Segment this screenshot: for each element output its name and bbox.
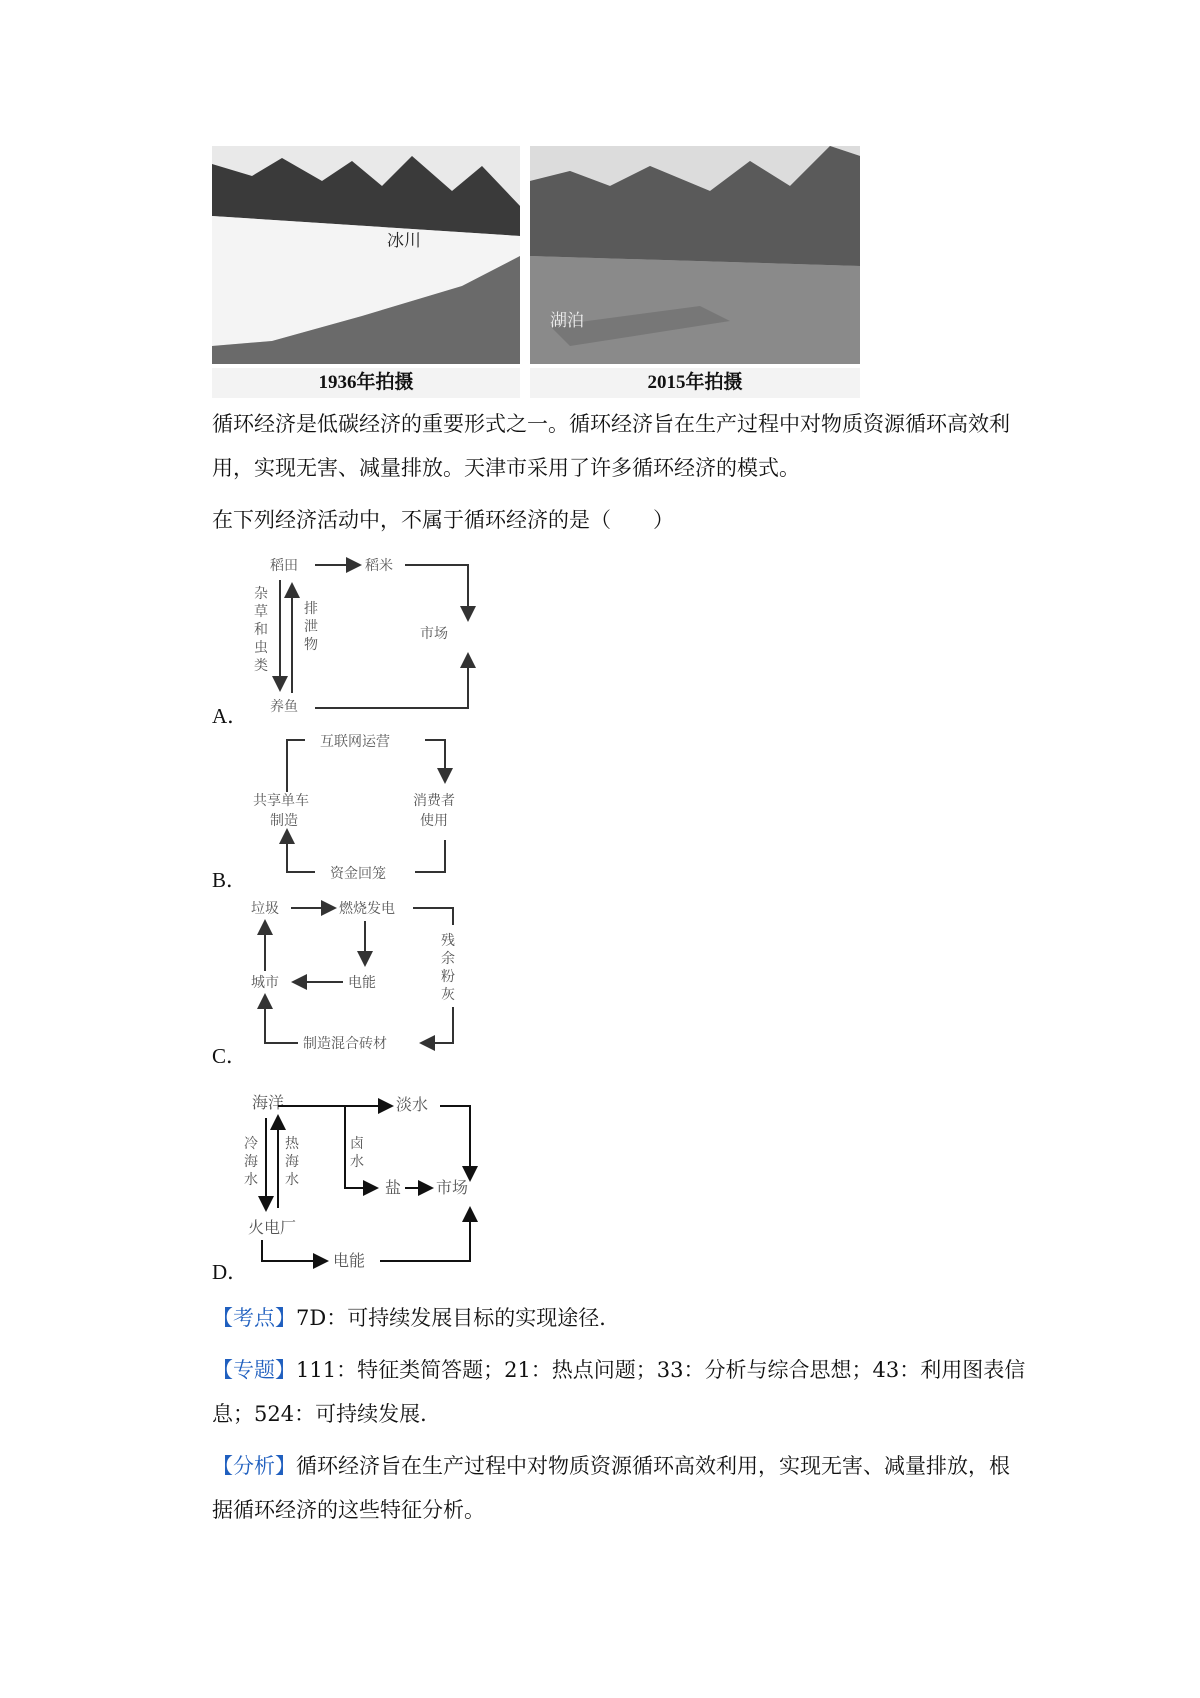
option-d-label: D． [212, 1260, 249, 1284]
option-a-label: A． [212, 704, 249, 728]
d-salt: 盐 [385, 1178, 402, 1197]
a-weeds: 杂草和虫类 [254, 586, 268, 674]
option-c-label: C． [212, 1044, 248, 1068]
d-market: 市场 [436, 1178, 469, 1197]
caption-2015: 2015年拍摄 [530, 368, 860, 398]
fenxi-tag: 【分析】 [212, 1454, 296, 1478]
d-plant: 火电厂 [248, 1218, 297, 1237]
diagram-b [245, 730, 485, 880]
d-arrow-fresh-market [440, 1106, 470, 1178]
a-arrow-fish-market [315, 656, 468, 708]
d-cold: 冷海水 [244, 1136, 258, 1188]
c-ash: 残余粉灰 [441, 933, 455, 1003]
zhuanti-text: 111：特征类简答题；21：热点问题；33：分析与综合思想；43：利用图表信息；524：可持续发展． [212, 1358, 1026, 1426]
a-paddy: 稻田 [270, 558, 298, 574]
glacier-photo-graphic [212, 146, 520, 364]
d-arrow-power-market [380, 1210, 470, 1261]
option-b-label: B． [212, 868, 248, 892]
question-stem: 在下列经济活动中，不属于循环经济的是（ ） [212, 508, 674, 532]
diagram-c [243, 895, 483, 1055]
fenxi-line [212, 1444, 1030, 1532]
lake-label: 湖泊 [550, 311, 584, 331]
c-bricks: 制造混合砖材 [303, 1036, 387, 1052]
b-consumer-line1: 消费者 [413, 793, 455, 809]
d-power: 电能 [333, 1251, 366, 1270]
kaodian-text: 7D：可持续发展目标的实现途径． [296, 1306, 621, 1330]
d-ocean: 海洋 [252, 1093, 285, 1112]
d-hot: 热海水 [285, 1136, 299, 1188]
d-fresh: 淡水 [396, 1095, 429, 1114]
c-city: 城市 [251, 975, 279, 991]
zhuanti-line [212, 1348, 1030, 1436]
diagram-d [240, 1088, 510, 1268]
c-electricity: 电能 [348, 975, 376, 991]
c-garbage: 垃圾 [251, 901, 279, 917]
lake-photo-graphic [530, 146, 860, 364]
d-arrow-plant-power [262, 1240, 325, 1261]
a-arrow-rice-market [405, 565, 468, 618]
d-brine: 卤水 [350, 1136, 364, 1170]
kaodian-tag: 【考点】 [212, 1306, 296, 1330]
b-bike-line2: 制造 [270, 813, 298, 829]
a-excreta: 排泄物 [304, 601, 318, 653]
kaodian-line [212, 1296, 1030, 1340]
b-consumer-line2: 使用 [420, 813, 448, 829]
intro-paragraph: 循环经济是低碳经济的重要形式之一。循环经济旨在生产过程中对物质资源循环高效利用，实现无害、减量排放。天津市采用了许多循环经济的模式。 [212, 412, 1010, 480]
caption-1936: 1936年拍摄 [212, 368, 520, 398]
photo-1936-glacier [212, 146, 520, 364]
a-rice: 稻米 [365, 558, 393, 574]
b-internet: 互联网运营 [320, 734, 390, 750]
glacier-label: 冰川 [387, 231, 421, 251]
diagram-a [240, 548, 500, 718]
photo-2015-lake [530, 146, 860, 364]
b-capital: 资金回笼 [330, 866, 386, 882]
zhuanti-tag: 【专题】 [212, 1358, 296, 1382]
a-market: 市场 [420, 626, 448, 642]
a-fish: 养鱼 [270, 699, 298, 715]
fenxi-text: 循环经济旨在生产过程中对物质资源循环高效利用，实现无害、减量排放，根据循环经济的这些特征分析。 [212, 1454, 1010, 1522]
c-burning: 燃烧发电 [339, 901, 395, 917]
c-arrow-bricks-city [265, 997, 298, 1043]
b-bike-line1: 共享单车 [253, 793, 309, 809]
